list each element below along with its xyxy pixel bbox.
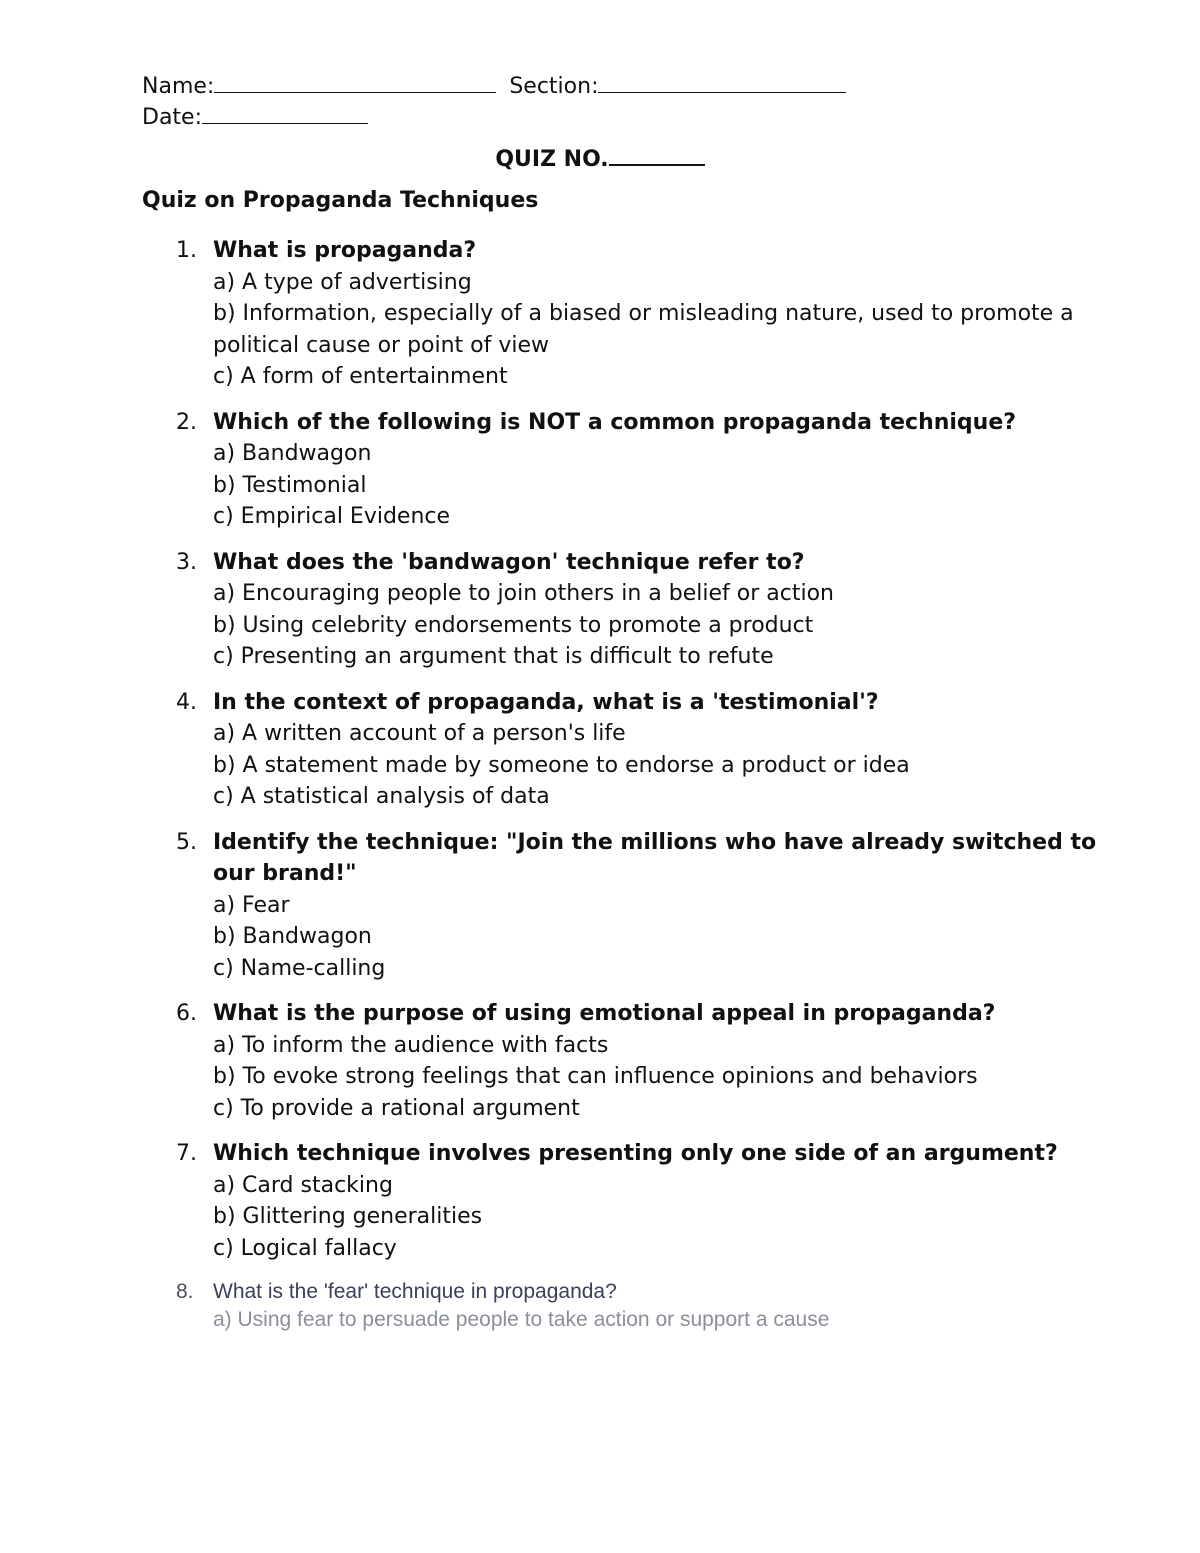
section-blank-line[interactable] [598, 70, 846, 93]
question-number: 1. [176, 238, 197, 263]
question-number: 2. [176, 409, 197, 435]
date-label: Date: [142, 105, 202, 130]
quiz-number-heading [0, 142, 1200, 172]
answer-option[interactable]: c) A form of entertainment [213, 364, 508, 389]
answer-option[interactable]: a) A written account of a person's life [213, 721, 626, 746]
answer-option[interactable]: b) Testimonial [213, 472, 367, 498]
question-text: Which of the following is NOT a common propaganda technique? [213, 409, 1017, 435]
question-list [142, 235, 1102, 1348]
answer-option[interactable]: c) Name-calling [213, 955, 386, 981]
answer-option[interactable]: b) Information, especially of a biased or misleading nature, used to promote a political cause or point of view [213, 301, 1074, 358]
question-text: What is the purpose of using emotional appeal in propaganda? [213, 1001, 996, 1026]
answer-option[interactable]: a) Bandwagon [213, 441, 372, 466]
answer-option[interactable]: b) To evoke strong feelings that can influence opinions and behaviors [213, 1064, 978, 1089]
question-item [142, 1138, 1102, 1264]
answer-option[interactable]: a) A type of advertising [213, 269, 472, 295]
question-item [142, 407, 1102, 533]
answer-option[interactable]: c) Logical fallacy [213, 1235, 397, 1261]
answer-option[interactable]: b) A statement made by someone to endorse a product or idea [213, 752, 910, 778]
answer-option[interactable]: a) To inform the audience with facts [213, 1032, 609, 1058]
answer-option[interactable]: a) Fear [213, 892, 290, 918]
quiz-number-label: QUIZ NO. [495, 147, 609, 172]
quiz-title: Quiz on Propaganda Techniques [142, 188, 539, 213]
question-number: 6. [176, 1001, 197, 1026]
question-text: Identify the technique: "Join the millions who have already switched to our brand!" [213, 829, 1097, 886]
question-item [142, 827, 1102, 985]
question-number: 5. [176, 829, 197, 855]
question-item [142, 998, 1102, 1124]
question-item [142, 235, 1102, 393]
question-number: 7. [176, 1141, 197, 1166]
answer-option[interactable]: c) Presenting an argument that is difficult to refute [213, 644, 774, 669]
quiz-number-blank-line[interactable] [609, 142, 705, 166]
answer-option[interactable]: c) Empirical Evidence [213, 504, 451, 529]
answer-option[interactable]: a) Using fear to persuade people to take action or support a cause [213, 1308, 830, 1331]
question-item [142, 547, 1102, 673]
date-row [142, 101, 846, 132]
answer-option[interactable]: c) To provide a rational argument [213, 1095, 580, 1121]
answer-option[interactable]: b) Glittering generalities [213, 1204, 483, 1229]
answer-option[interactable]: a) Card stacking [213, 1172, 393, 1198]
name-label: Name: [142, 74, 215, 99]
answer-option[interactable]: b) Bandwagon [213, 924, 372, 949]
question-item [142, 687, 1102, 813]
student-info-header [142, 70, 846, 132]
question-text: What is the 'fear' technique in propaganda? [213, 1280, 617, 1303]
question-text: In the context of propaganda, what is a 'testimonial'? [213, 689, 879, 715]
date-blank-line[interactable] [202, 101, 368, 124]
name-blank-line[interactable] [214, 70, 496, 93]
answer-option[interactable]: a) Encouraging people to join others in a belief or action [213, 581, 834, 606]
question-number: 4. [176, 689, 197, 715]
name-section-row [142, 70, 846, 101]
question-number: 8. [176, 1280, 194, 1303]
question-number: 3. [176, 549, 197, 575]
answer-option[interactable]: c) A statistical analysis of data [213, 784, 550, 809]
question-item [142, 1278, 1102, 1334]
section-label: Section: [509, 74, 599, 99]
question-text: What does the 'bandwagon' technique refer to? [213, 549, 805, 575]
question-text: Which technique involves presenting only one side of an argument? [213, 1141, 1058, 1166]
answer-option[interactable]: b) Using celebrity endorsements to promote a product [213, 612, 814, 638]
question-text: What is propaganda? [213, 238, 477, 263]
